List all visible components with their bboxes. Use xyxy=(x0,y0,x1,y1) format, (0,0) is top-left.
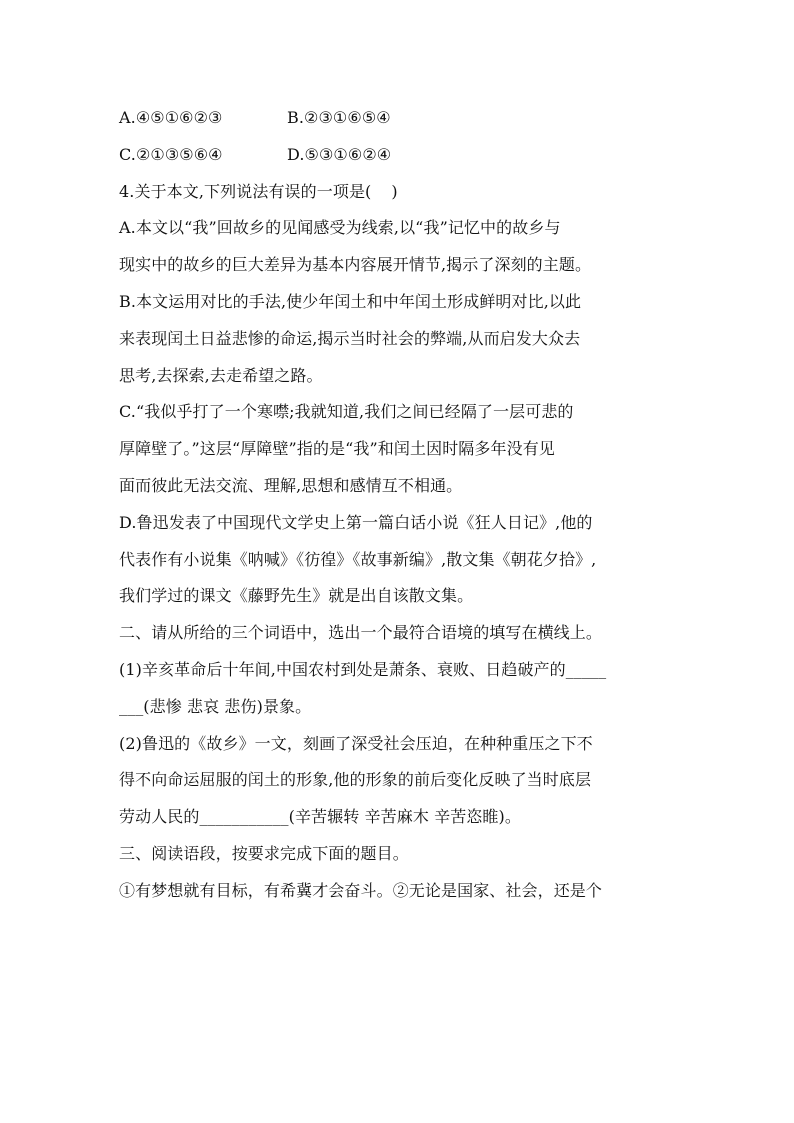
q4-stem-text: 4.关于本文,下列说法有误的一项是( xyxy=(119,181,372,201)
q3-option-b: B.②③①⑥⑤④ xyxy=(287,108,391,127)
q4-option-a-line-2: 现实中的故乡的巨大差异为基本内容展开情节,揭示了深刻的主题。 xyxy=(119,255,592,275)
q4-option-b-line-1: B.本文运用对比的手法,使少年闰土和中年闰土形成鲜明对比,以此 xyxy=(119,291,582,311)
q4-option-a-line-1: A.本文以“我”回故乡的见闻感受为线索,以“我”记忆中的故乡与 xyxy=(119,218,561,238)
q4-option-b-line-2: 来表现闰土日益悲惨的命运,揭示当时社会的弊端,从而启发大众去 xyxy=(119,328,581,348)
section2-heading: 二、请从所给的三个词语中，选出一个最符合语境的填写在横线上。 xyxy=(119,623,603,643)
section2-item2-line-2: 得不向命运屈服的闰土的形象,他的形象的前后变化反映了当时底层 xyxy=(119,770,592,790)
q4-option-d-line-1: D.鲁迅发表了中国现代文学史上第一篇白话小说《狂人日记》,他的 xyxy=(119,512,593,532)
q4-option-c-line-1: C.“我似乎打了一个寒噤;我就知道,我们之间已经隔了一层可悲的 xyxy=(119,402,574,422)
section3-heading: 三、阅读语段，按要求完成下面的题目。 xyxy=(119,843,409,863)
section3-paragraph-start: ①有梦想就有目标，有希冀才会奋斗。②无论是国家、社会，还是个 xyxy=(119,880,603,900)
q3-options-row-1 xyxy=(119,100,679,137)
q4-stem-close: ) xyxy=(391,181,398,201)
q3-option-a: A.④⑤①⑥②③ xyxy=(119,108,223,127)
section2-item1-line-1: (1)辛亥革命后十年间,中国农村到处是萧条、衰败、日趋破产的_____ xyxy=(119,659,607,679)
section2-item2-line-3: 劳动人民的___________(辛苦辗转 辛苦麻木 辛苦恣睢)。 xyxy=(119,807,521,827)
q4-option-b-line-3: 思考,去探索,去走希望之路。 xyxy=(119,365,323,385)
q3-options-row-2 xyxy=(119,137,679,174)
q4-option-d-line-2: 代表作有小说集《呐喊》《彷徨》《故事新编》,散文集《朝花夕拾》, xyxy=(119,549,597,569)
q4-option-c-line-2: 厚障壁了。”这层“厚障壁”指的是“我”和闰土因时隔多年没有见 xyxy=(119,439,555,459)
q3-option-c: C.②①③⑤⑥④ xyxy=(119,144,223,164)
q4-option-c-line-3: 面而彼此无法交流、理解,思想和感情互不相通。 xyxy=(119,475,463,495)
section2-item1-line-2: ___(悲惨 悲哀 悲伤)景象。 xyxy=(119,696,312,716)
q3-option-d: D.⑤③①⑥②④ xyxy=(287,144,392,164)
q4-option-d-line-3: 我们学过的课文《藤野先生》就是出自该散文集。 xyxy=(119,586,474,606)
q4-stem xyxy=(119,174,679,211)
section2-item2-line-1: (2)鲁迅的《故乡》一文，刻画了深受社会压迫，在种种重压之下不 xyxy=(119,733,593,753)
document-page xyxy=(119,100,679,910)
